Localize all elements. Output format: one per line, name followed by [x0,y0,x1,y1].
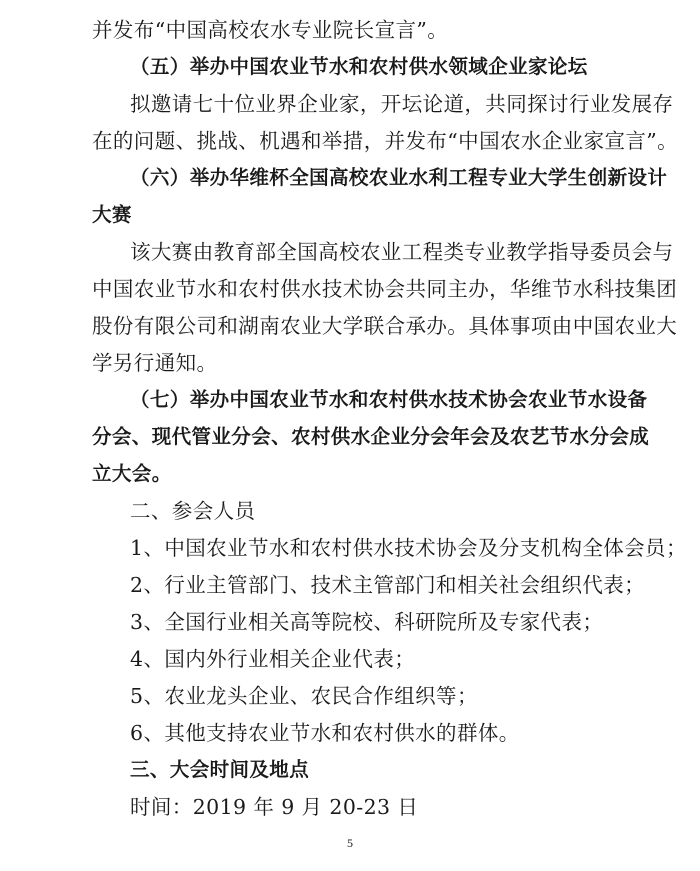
page-number: 5 [347,836,353,850]
text-line: 中国农业节水和农村供水技术协会共同主办，华维节水科技集团 [92,277,678,301]
list-item: 5、农业龙头企业、农民合作组织等； [130,684,478,708]
list-item: 1、中国农业节水和农村供水技术协会及分支机构全体会员； [130,536,687,560]
section-heading: 二、参会人员 [130,499,256,523]
text-line: 在的问题、挑战、机遇和举措，并发布“中国农水企业家宣言”。 [92,129,679,153]
section-heading: 立大会。 [92,462,172,485]
list-item: 6、其他支持农业节水和农村供水的群体。 [130,721,520,745]
section-heading: （六）举办华维杯全国高校农业水利工程专业大学生创新设计 [130,166,668,189]
list-item: 4、国内外行业相关企业代表； [130,647,416,671]
section-heading: （七）举办中国农业节水和农村供水技术协会农业节水设备 [130,388,648,411]
text-line: 时间：2019 年 9 月 20-23 日 [130,795,419,819]
list-item: 2、行业主管部门、技术主管部门和相关社会组织代表； [130,573,646,597]
text-line: 拟邀请七十位业界企业家，开坛论道，共同探讨行业发展存 [130,92,674,116]
section-heading: 分会、现代管业分会、农村供水企业分会年会及农艺节水分会成 [92,425,650,448]
section-heading: 三、大会时间及地点 [130,758,310,781]
text-line: 学另行通知。 [92,351,218,375]
section-heading: 大赛 [92,203,132,226]
text-line: 并发布“中国高校农水专业院长宣言”。 [92,18,449,42]
list-item: 3、全国行业相关高等院校、科研院所及专家代表； [130,610,604,634]
text-line: 该大赛由教育部全国高校农业工程类专业教学指导委员会与 [130,240,674,264]
text-line: 股份有限公司和湖南农业大学联合承办。具体事项由中国农业大 [92,314,678,338]
section-heading: （五）举办中国农业节水和农村供水领域企业家论坛 [130,55,588,78]
